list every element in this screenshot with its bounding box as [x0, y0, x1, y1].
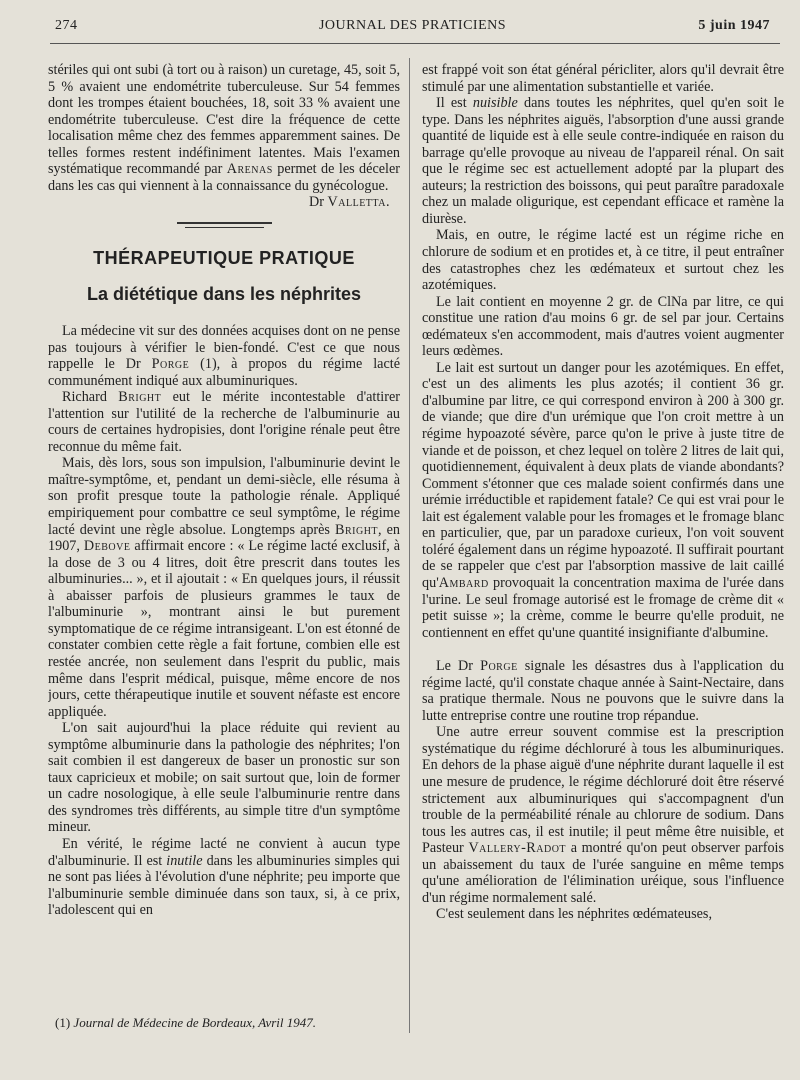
- article-paragraph-5: En vérité, le régime lacté ne convient à aucun type d'albuminurie. Il est inutile dans les albuminuries simples qui ne sont pas liées à l'évolution d'une néphrite; peu importe que l'albuminurie semble diminuée dans son taux, si, à ce prix, l'adolescent qui en: [48, 835, 400, 919]
- header-rule: [50, 43, 780, 44]
- right-paragraph-3: Mais, en outre, le régime lacté est un régime riche en chlorure de sodium et en protides et, à ce titre, il peut entraîner des catastrophes chez les œdémateux et surtout chez les azotémiques.: [422, 227, 784, 294]
- signature-name: Valletta.: [327, 194, 390, 211]
- right-paragraph-2: Il est nuisible dans toutes les néphrites, quel qu'en soit le type. Dans les néphrites aiguës, l'absorption d'une aussi grande quantité de liquide est à elle seule contre-indiquée en raison du barrage qu'elle provoque au niveau de l'appareil rénal. On sait que le régime sec est actuellement adopté par la plupart des auteurs; la restriction des boissons, qui peut paraître paradoxale chez un malade oligurique, est cependant efficace et ramène la diurèse.: [422, 95, 784, 227]
- ornament-divider: [177, 221, 272, 230]
- article-paragraph-3: Mais, dès lors, sous son impulsion, l'albuminurie devint le maître-symptôme, et, pendant un demi-siècle, elle résuma à son profit presque toute la pathologie rénale. Appliqué empiriquement pour combattre ce seul symptôme, le régime lacté devint une règle absolue. Longtemps après Bright, en 1907, Debove affirmait encore : « Le régime lacté exclusif, à la dose de 3 ou 4 litres, doit être prescrit dans toutes les albuminuries... », et il ajoutait : « En quelques jours, il réussit à abaisser parfois de plusieurs grammes le taux de l'albuminurie », montrant ainsi le but purement symptomatique de ce régime intransigeant. L'on est étonné de constater combien cette règle a fait fortune, combien elle est restée ancrée, non seulement dans l'esprit du public, mais même dans l'esprit médical, puisque, même encore de nos jours, cette thérapeutique inutile et souvent néfaste est encore appliquée.: [48, 455, 400, 720]
- article-title: La diététique dans les néphrites: [86, 284, 362, 305]
- intro-paragraph: stériles qui ont subi (à tort ou à raison) un curetage, 45, soit 5, 5 % avaient une endométrite tuberculeuse. Sur 54 femmes dont les trompes étaient bouchées, 18, soit 33 % avaient une endométrite tuberculeuse. C'est dire la fréquence de cette localisation même chez des femmes apparemment saines. De telles formes restent indéfiniment latentes. Mais l'examen systématique recommandé par Arenas permet de les déceler dans les cas qui viennent à la connaissance du gynécologue.: [48, 62, 400, 194]
- issue-date: 5 juin 1947: [698, 18, 770, 33]
- left-column: [48, 62, 400, 1067]
- article-paragraph-1: La médecine vit sur des données acquises dont on ne pense pas toujours à vérifier le bien-fondé. C'est ce que nous rappelle le Dr Porge (1), à propos du régime lacté communément indiqué aux albuminuriques.: [48, 323, 400, 389]
- footnote-number: (1): [55, 1015, 71, 1030]
- column-divider: [409, 58, 410, 1033]
- footnote-text: Journal de Médecine de Bordeaux, Avril 1947.: [73, 1015, 317, 1030]
- right-paragraph-6: Le Dr Porge signale les désastres dus à l'application du régime lacté, qu'il constate chaque année à Saint-Nectaire, dans sa pratique thermale. Nous ne pouvons que le suivre dans la lutte entreprise contre une routine trop répandue.: [422, 658, 784, 724]
- right-paragraph-7: Une autre erreur souvent commise est la prescription systématique du régime déchloruré à tous les albuminuriques. En dehors de la phase aiguë d'une néphrite durant laquelle il est une mesure de prudence, le régime déchloruré doit être réservé strictement aux albuminuriques qui s'accompagnent d'un trouble de la perméabilité rénale au chlorure de sodium. Dans tous les autres cas, il est inutile; il peut même être nuisible, et Pasteur Vallery-Radot a montré qu'on peut observer parfois un abaissement du taux de l'urée sanguine en même temps qu'une amélioration de l'élimination uréique, sous l'influence d'un régime normalement salé.: [422, 724, 784, 906]
- article-paragraph-4: L'on sait aujourd'hui la place réduite qui revient au symptôme albuminurie dans la pathologie des néphrites; l'on sait combien il est dangereux de baser un pronostic sur son taux capricieux et mobile; on sait surtout que, loin de former un cadre nosologique, à elle seule l'albuminurie rentre dans des syndromes très différents, au simple titre d'un symptôme mineur.: [48, 720, 400, 836]
- footnote: [55, 1015, 316, 1031]
- journal-title: JOURNAL DES PRATICIENS: [318, 18, 507, 33]
- page-number: 274: [55, 18, 78, 33]
- signature: Dr Valletta.: [308, 194, 390, 211]
- article-paragraph-2: Richard Bright eut le mérite incontestable d'attirer l'attention sur l'utilité de la recherche de l'albuminurie au cours de certaines hydropisies, dont l'origine rénale peut être reconnue du même fait.: [48, 389, 400, 455]
- right-paragraph-1: est frappé voit son état général péricliter, alors qu'il devrait être stimulé par une alimentation substantielle et variée.: [422, 62, 784, 95]
- section-title: THÉRAPEUTIQUE PRATIQUE: [93, 247, 355, 268]
- page-header: [55, 18, 770, 42]
- author-arenas: Arenas: [226, 161, 273, 178]
- right-paragraph-5: Le lait est surtout un danger pour les azotémiques. En effet, c'est un des aliments les plus azotés; il contient 36 gr. d'albumine par litre, ce qui correspond environ à 200 à 300 gr. de viande; que dire d'un urémique que l'on croit mettre à un régime hypoazoté sévère, parce qu'on le prive à juste titre de viande et de poisson, et chez lequel on tolère 2 litres de lait qui, quotidiennement, équivalent à deux plats de viande abondants? Comment s'étonner que ces malade soient confirmés dans une urémie irréductible et rapidement fatale? Ce qui est vrai pour le lait est également valable pour les fromages et le fromage blanc en particulier, que, par un paradoxe curieux, l'on voit souvent toléré également dans un régime hypoazoté. Il suffirait pourtant de se rappeler que c'est par l'absorption massive de lait caillé qu'Ambard provoquait la concentration maxima de l'urée dans l'urine. Le seul fromage autorisé est le fromage de crème dit « petit suisse »; la crème, comme le beurre qu'elle produit, ne contiennent en effet qu'une quantité insignifiante d'albumine.: [422, 359, 784, 641]
- right-column: [422, 62, 784, 1067]
- right-paragraph-8: C'est seulement dans les néphrites œdémateuses,: [436, 906, 712, 923]
- right-paragraph-4: Le lait contient en moyenne 2 gr. de ClNa par litre, ce qui constitue une ration d'au moins 6 gr. de sel par jour. Certains œdémateux s'en accommodent, mais d'autres voient augmenter leurs œdèmes.: [422, 293, 784, 360]
